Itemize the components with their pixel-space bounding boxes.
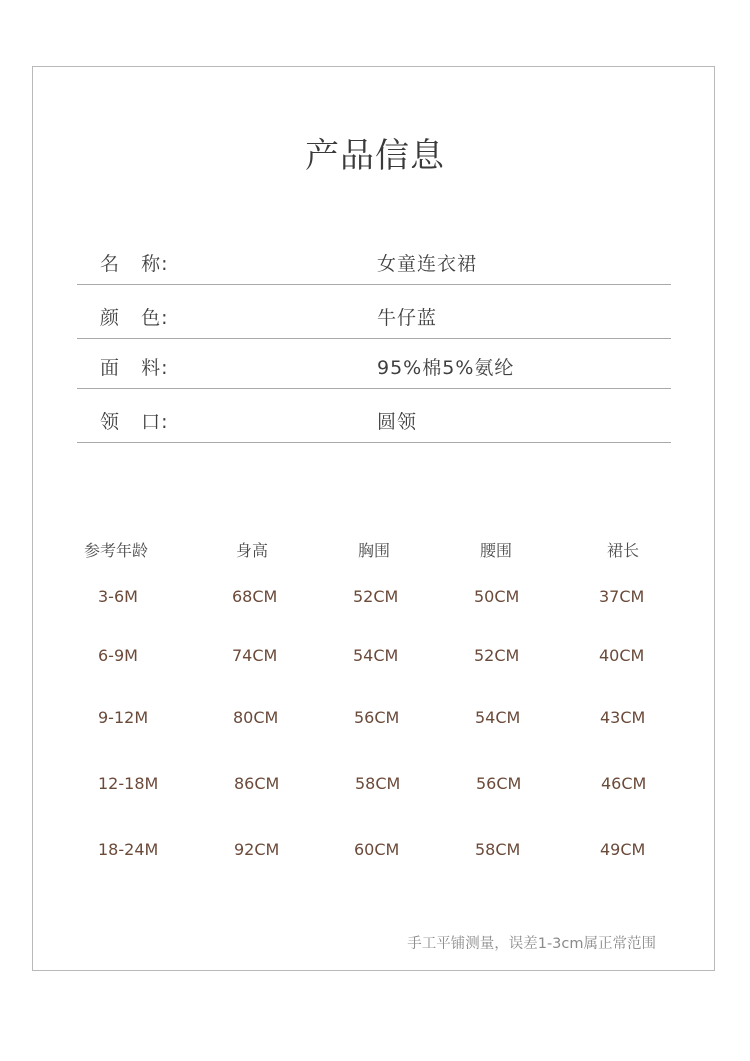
size-cell-age: 12-18M (98, 774, 159, 793)
info-value: 牛仔蓝 (377, 307, 438, 329)
product-info-card (32, 66, 715, 971)
info-value: 95%棉5%氨纶 (377, 357, 515, 379)
size-header-chest: 胸围 (358, 541, 391, 560)
size-cell-waist: 50CM (474, 587, 520, 606)
info-row-collar (77, 389, 671, 443)
size-cell-waist: 52CM (474, 646, 520, 665)
size-cell-length: 40CM (599, 646, 645, 665)
info-row-name (77, 231, 671, 285)
info-row-color (77, 285, 671, 339)
size-cell-height: 74CM (232, 646, 278, 665)
size-cell-chest: 60CM (354, 840, 400, 859)
size-header-height: 身高 (236, 541, 269, 560)
size-cell-length: 43CM (600, 708, 646, 727)
size-cell-age: 6-9M (98, 646, 138, 665)
size-cell-age: 9-12M (98, 708, 149, 727)
info-label: 名 称: (100, 253, 169, 275)
size-cell-height: 68CM (232, 587, 278, 606)
info-row-fabric (77, 335, 671, 389)
size-header-age: 参考年龄 (84, 541, 149, 560)
info-value: 圆领 (377, 411, 418, 433)
size-cell-height: 92CM (234, 840, 280, 859)
info-label: 领 口: (100, 411, 169, 433)
size-header-length: 裙长 (607, 541, 640, 560)
size-cell-waist: 54CM (475, 708, 521, 727)
page-title: 产品信息 (305, 136, 445, 176)
size-header-waist: 腰围 (480, 541, 513, 560)
size-cell-waist: 58CM (475, 840, 521, 859)
info-label: 颜 色: (100, 307, 169, 329)
size-cell-waist: 56CM (476, 774, 522, 793)
size-cell-length: 37CM (599, 587, 645, 606)
info-label: 面 料: (100, 357, 169, 379)
size-cell-chest: 58CM (355, 774, 401, 793)
size-cell-chest: 54CM (353, 646, 399, 665)
size-cell-age: 3-6M (98, 587, 138, 606)
size-cell-chest: 52CM (353, 587, 399, 606)
size-cell-length: 49CM (600, 840, 646, 859)
size-cell-height: 80CM (233, 708, 279, 727)
size-cell-height: 86CM (234, 774, 280, 793)
size-cell-age: 18-24M (98, 840, 159, 859)
size-cell-chest: 56CM (354, 708, 400, 727)
measurement-note: 手工平铺测量，误差1-3cm属正常范围 (407, 936, 656, 952)
info-value: 女童连衣裙 (377, 253, 478, 275)
size-cell-length: 46CM (601, 774, 647, 793)
